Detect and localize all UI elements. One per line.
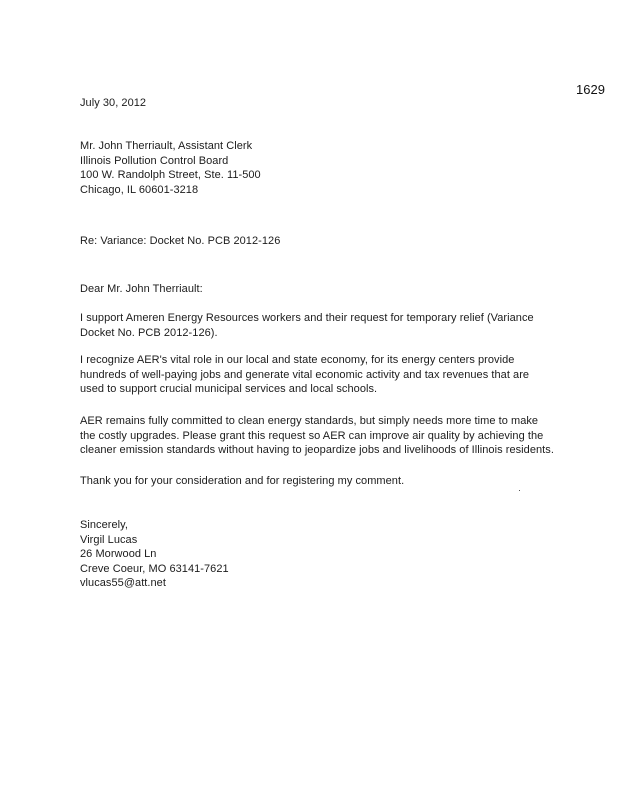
signer-city: Creve Coeur, MO 63141-7621 [80, 562, 229, 575]
letter-date [80, 96, 550, 111]
paragraph-line: I support Ameren Energy Resources workers and their request for temporary relief (Variance [80, 312, 534, 324]
closing-line: Sincerely, [80, 519, 128, 531]
paragraph-line: I recognize AER's vital role in our local and state economy, for its energy centers provide [80, 354, 515, 366]
paragraph-line: hundreds of well-paying jobs and generate vital economic activity and tax revenues that are [80, 368, 530, 381]
recipient-line: Illinois Pollution Control Board [80, 154, 229, 167]
paragraph-1 [80, 311, 550, 340]
paragraph-line: cleaner emission standards without having to jeopardize jobs and livelihoods of Illinois residents. [80, 444, 554, 456]
paragraph-line: AER remains fully committed to clean energy standards, but simply needs more time to make [80, 415, 539, 427]
paragraph-2 [80, 353, 550, 397]
recipient-line: Mr. John Therriault, Assistant Clerk [80, 140, 253, 152]
paragraph-line: the costly upgrades. Please grant this request so AER can improve air quality by achieving the [80, 429, 544, 442]
scan-speck [519, 490, 520, 491]
signer-email: vlucas55@att.net [80, 577, 166, 589]
paragraph-4 [80, 474, 550, 489]
subject-line [80, 234, 550, 249]
paragraph-line: Docket No. PCB 2012-126). [80, 326, 218, 339]
recipient-line: Chicago, IL 60601-3218 [80, 183, 199, 196]
paragraph-3 [80, 414, 554, 458]
signer-street: 26 Morwood Ln [80, 548, 157, 560]
paragraph-line: used to support crucial municipal services and local schools. [80, 383, 378, 395]
recipient-address [80, 139, 550, 197]
date-text: July 30, 2012 [80, 97, 147, 109]
page-number: 1629 [576, 82, 605, 97]
signer-name: Virgil Lucas [80, 533, 138, 546]
salutation-text: Dear Mr. John Therriault: [80, 283, 203, 295]
subject-text: Re: Variance: Docket No. PCB 2012-126 [80, 235, 281, 247]
paragraph-line: Thank you for your consideration and for registering my comment. [80, 475, 405, 487]
signature-block [80, 518, 550, 591]
salutation [80, 282, 550, 297]
recipient-line: 100 W. Randolph Street, Ste. 11-500 [80, 169, 261, 181]
